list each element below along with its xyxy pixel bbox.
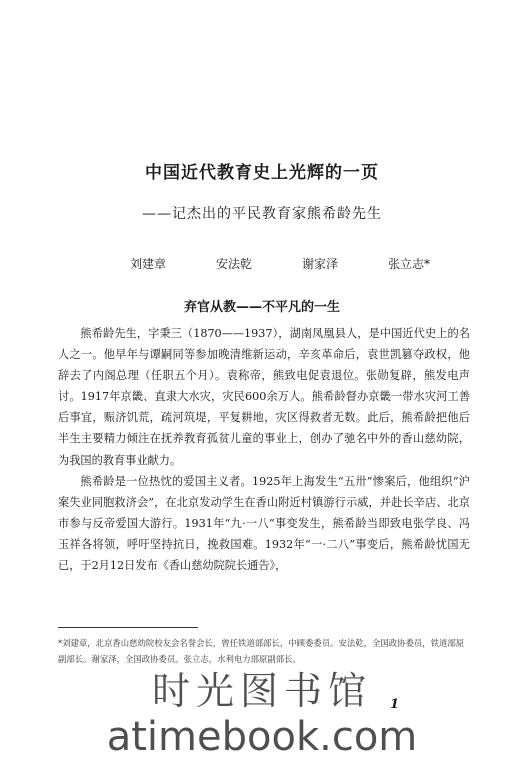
article-title: 中国近代教育史上光辉的一页 [145,163,379,183]
footnote-divider [58,627,198,628]
section-heading: 弃官从教——不平凡的一生 [183,300,340,315]
body-paragraph: 熊希龄是一位热忱的爱国主义者。1925年上海发生“五卅”惨案后，他组织“沪案失业同胞救济会”，在北京发动学生在香山附近村镇游行示威，并赴长辛店、北京市参与反帝爱国大游行。1931年“九·一八”事变发生，熊希龄当即致电张学良、冯玉祥各将领，呼吁坚持抗日，挽救国难。1932年“一·二八”事变后，熊希龄忧国无已，于2月12日发布《香山慈幼院院长通告》， [58,474,470,573]
author-name: 谢家泽 [301,257,338,271]
body-paragraph: 熊希龄先生，字秉三（1870——1937），湖南凤凰县人，是中国近代史上的名人之一。他早年与谭嗣同等参加晚清维新运动，辛亥革命后，袁世凯篡夺政权，他辞去了内阁总理（任职五个月）。袁称帝，熊致电促袁退位。张勋复辟，熊发电声讨。1917年京畿、直隶大水灾，灾民600余万人。熊希龄督办京畿一带水灾河工善后事宜，赈济饥荒，疏河筑堤，平复耕地，灾区得救者无数。此后，熊希龄把他后半生主要精力倾注在抚养教育孤贫儿童的事业上，创办了驰名中外的香山慈幼院，为我国的教育事业献力。 [58,327,470,467]
author-name: 安法乾 [215,257,252,271]
author-list [130,255,430,272]
article-body [58,323,470,576]
article-subtitle: ——记杰出的平民教育家熊希龄先生 [142,206,382,222]
author-name: 刘建章 [130,257,167,271]
author-name: 张立志* [387,257,430,271]
footnote: *刘建章，北京香山慈幼院校友会名誉会长，曾任铁道部部长，中顾委委员。安法乾，全国政协委员，铁道部原副部长。谢家泽，全国政协委员。张立志，水利电力部原副部长。 [58,638,465,664]
watermark-line-2: atimebook.com [106,714,418,760]
watermark-line-1: 时光图书馆 [151,669,372,713]
page-number: 1 [390,697,400,712]
